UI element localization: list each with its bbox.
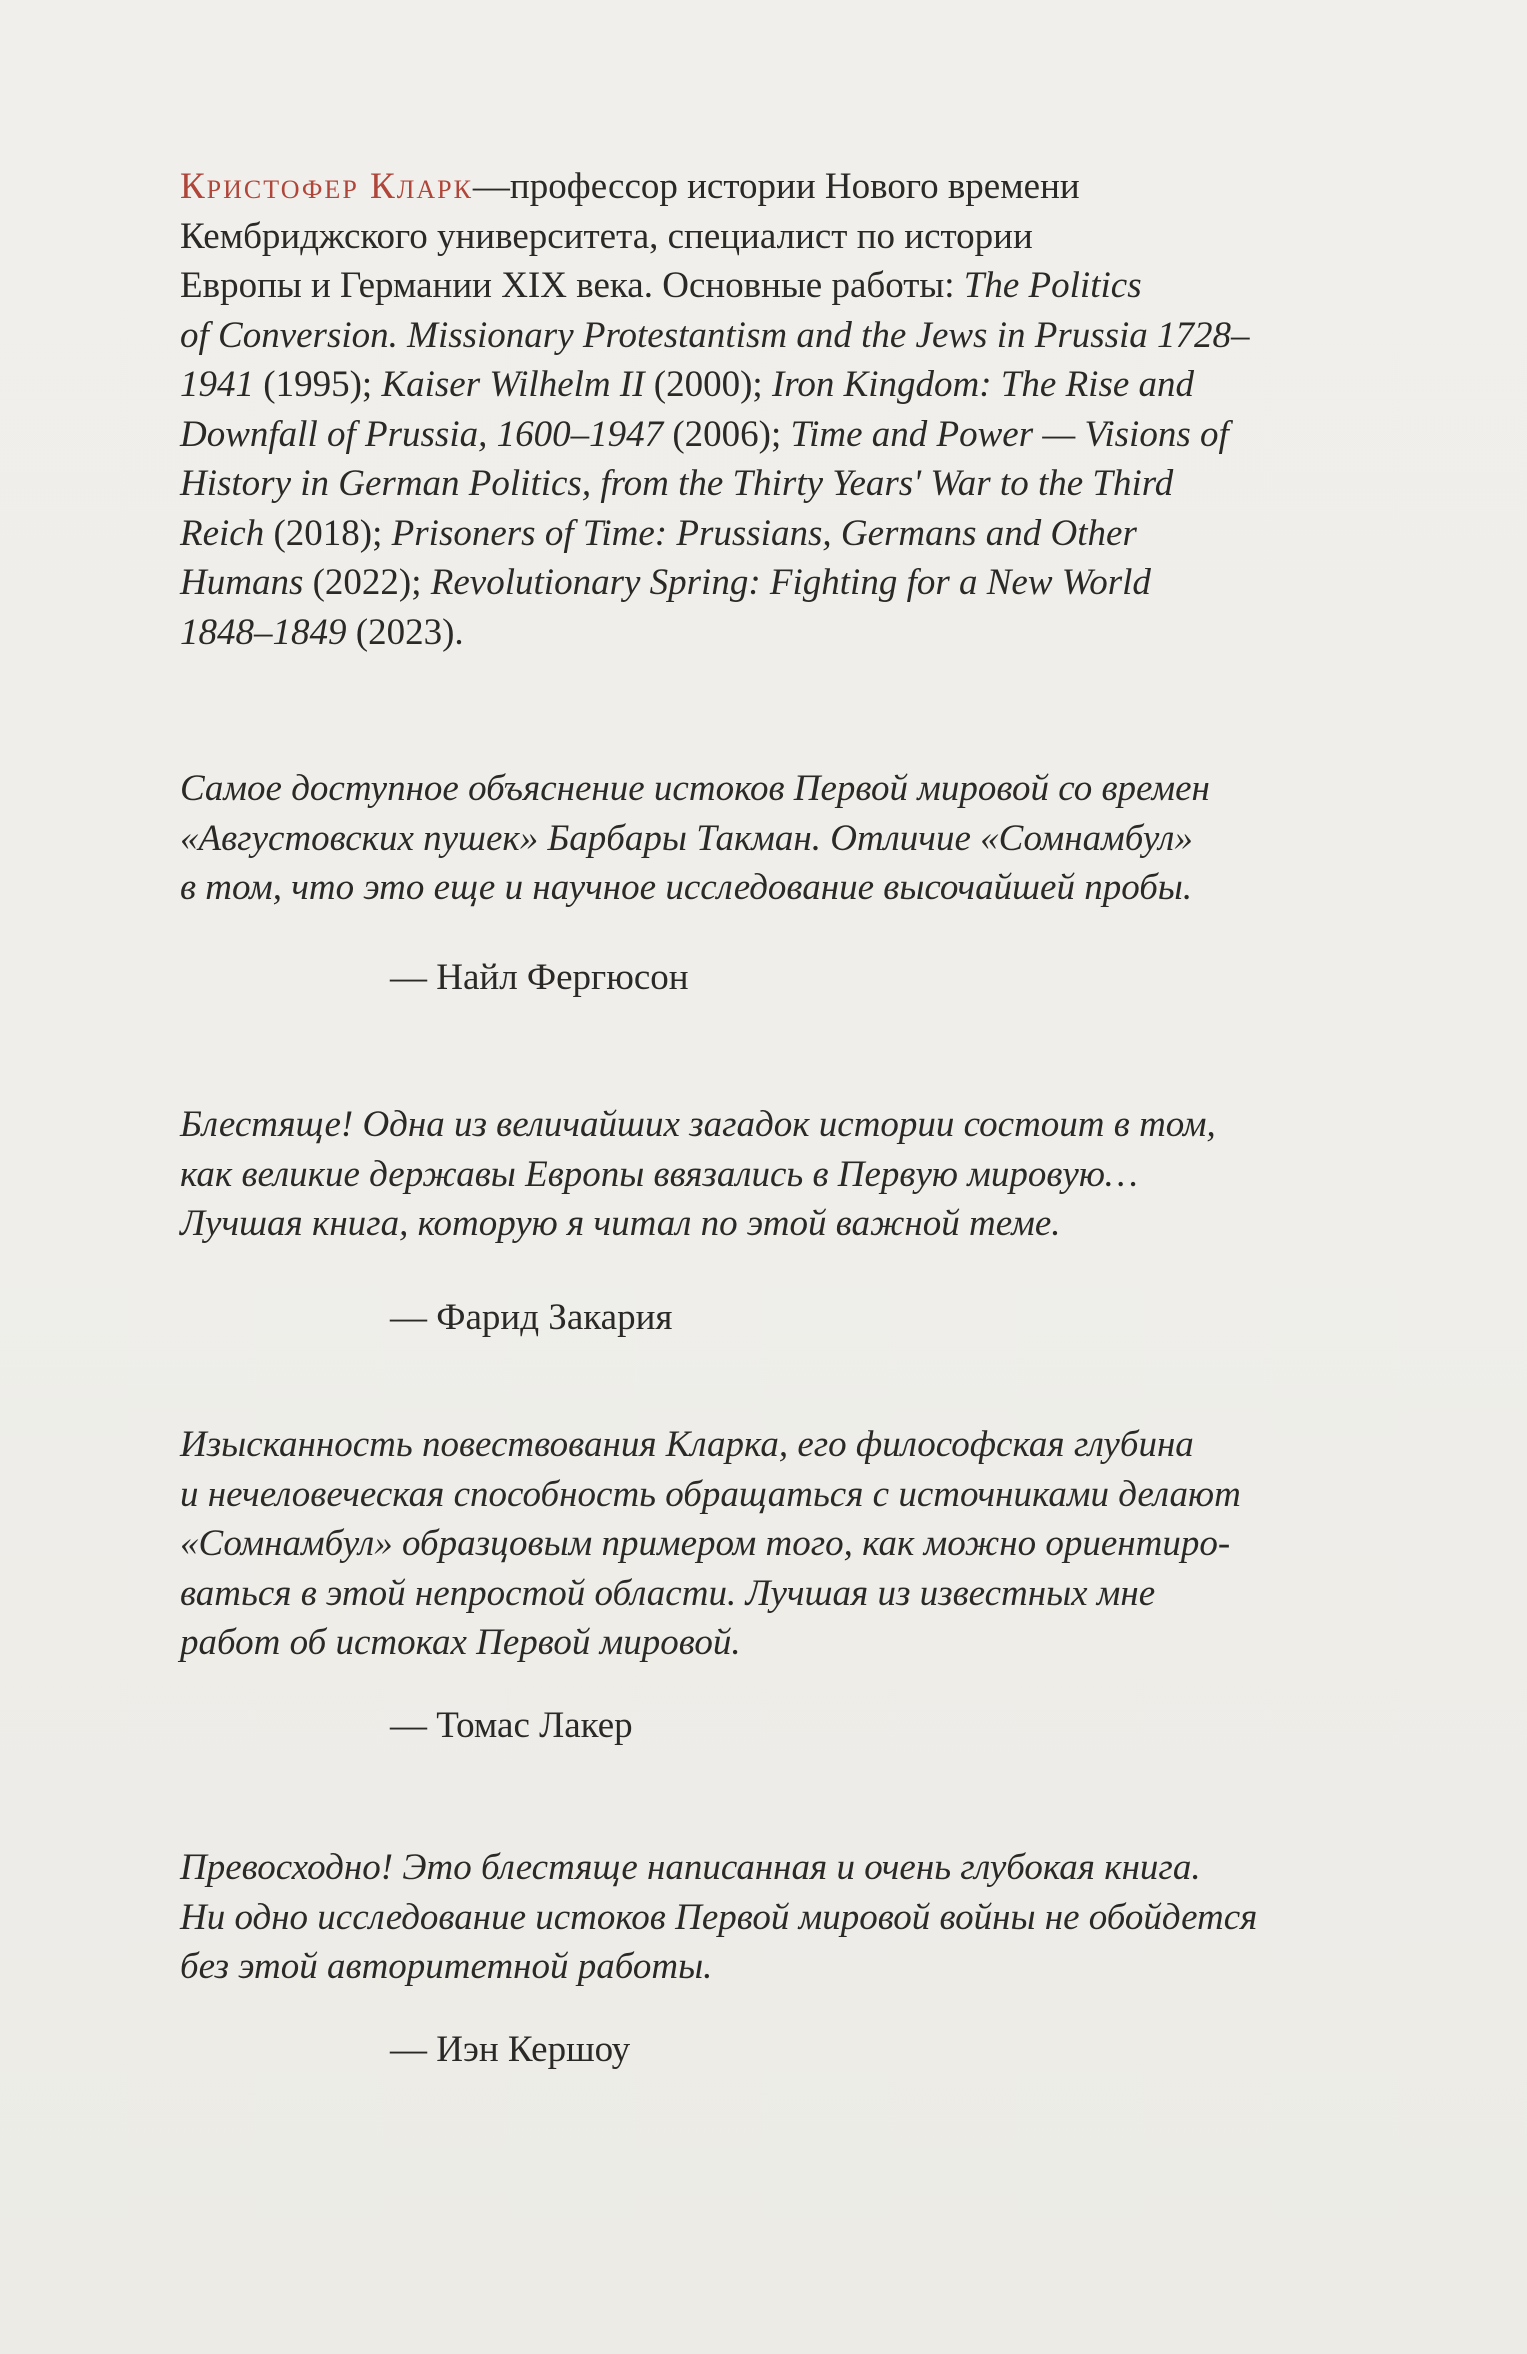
quote-author: — Иэн Кершоу: [390, 2028, 631, 2070]
quote-text: Превосходно! Это блестяще написанная и очень глубокая книга. Ни одно исследование истоков Первой мировой войны не обойдется без этой авторитетной работы.: [180, 1847, 1258, 1987]
quote-author: — Найл Фергюсон: [390, 956, 689, 998]
bio-line: 1941 (1995); Kaiser Wilhelm II (2000); Iron Kingdom: The Rise and: [180, 364, 1195, 405]
review-quote: [180, 1100, 1330, 1342]
bio-line: Европы и Германии XIX века. Основные работы: The Politics: [180, 265, 1142, 306]
quote-author: — Томас Лакер: [390, 1704, 633, 1746]
author-bio: [180, 162, 1330, 657]
quote-text: Блестяще! Одна из величайших загадок истории состоит в том, как великие державы Европы ввязались в Первую мировую… Лучшая книга, которую я читал по этой важной теме.: [180, 1104, 1216, 1244]
quote-author: — Фарид Закария: [390, 1296, 673, 1338]
bio-line: Кембриджского университета, специалист по истории: [180, 215, 1033, 257]
review-quote: [180, 1420, 1330, 1750]
author-name: Кристофер Кларк: [180, 166, 473, 207]
bio-line: Кристофер Кларк—профессор истории Нового времени: [180, 166, 1080, 207]
bio-line: 1848–1849 (2023).: [180, 611, 464, 653]
bio-line: Downfall of Prussia, 1600–1947 (2006); Time and Power — Visions of: [180, 413, 1229, 455]
review-quote: [180, 1843, 1330, 2074]
quote-text: Самое доступное объяснение истоков Первой мировой со времен «Августовских пушек» Барбары Такман. Отличие «Сомнамбул» в том, что это еще и научное исследование высочайшей пробы.: [180, 768, 1210, 908]
quote-text: Изысканность повествования Кларка, его философская глубина и нечеловеческая способность обращаться с источниками делают «Сомнамбул» образцовым примером того, как можно ориентиро- ваться в этой непростой области. Лучшая из известных мне работ об истоках Первой мировой.: [180, 1424, 1241, 1663]
review-quote: [180, 764, 1330, 1002]
bio-line: History in German Politics, from the Thirty Years' War to the Third: [180, 463, 1174, 504]
bio-line: Humans (2022); Revolutionary Spring: Fighting for a New World: [180, 562, 1151, 603]
bio-line: Reich (2018); Prisoners of Time: Prussians, Germans and Other: [180, 512, 1137, 554]
bio-line: of Conversion. Missionary Protestantism and the Jews in Prussia 1728–: [180, 314, 1250, 356]
